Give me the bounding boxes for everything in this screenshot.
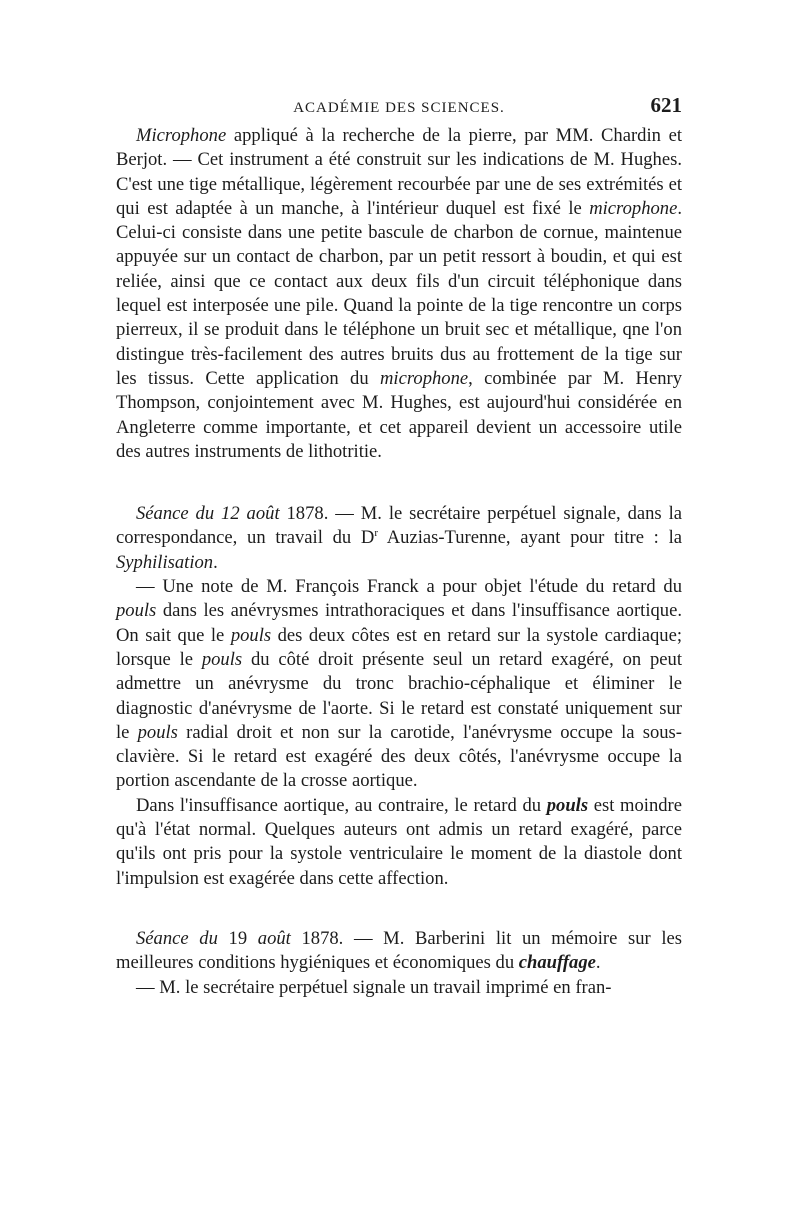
book-page xyxy=(116,93,683,1000)
text-run: Syphilisation xyxy=(116,551,214,573)
text-run: 1878. — M. Barberini lit un mémoire sur les meilleures conditions hygiéniques et économiques du xyxy=(116,927,682,974)
text-run: chauffage xyxy=(518,952,596,974)
text-run: dans les anévrysmes intrathoraciques et dans l'insuffisance aortique. On sait que le xyxy=(116,600,682,646)
text-run: . xyxy=(595,952,601,974)
text-run: des deux côtes est en retard sur la systole cardiaque; lorsque le xyxy=(116,624,682,670)
text-run: Auzias-Turenne, ayant pour titre : la xyxy=(378,527,682,549)
text-run: pouls xyxy=(201,648,243,670)
superscript: r xyxy=(374,527,379,540)
paragraph-seance-12-aout xyxy=(116,502,682,575)
paragraph-note-franck xyxy=(116,575,682,794)
text-run: , combinée par M. Henry Thompson, conjointement avec M. Hughes, est aujourd'hui considérée en Angleterre comme importante, et cet appareil devient un accessoire utile des autres instruments de lithotritie. xyxy=(116,367,682,462)
page-number: 621 xyxy=(650,93,682,117)
paragraph-secretaire xyxy=(116,976,682,1000)
text-run: Microphone xyxy=(136,125,227,146)
text-run: pouls xyxy=(116,600,157,622)
text-run: — Une note de M. François Franck a pour objet l'étude du retard du xyxy=(136,576,682,598)
text-run: . xyxy=(213,551,218,573)
text-run: . Celui-ci consiste dans une petite bascule de charbon de cornue, maintenue appuyée sur un contact de charbon, par un petit ressort à boudin, et qui est reliée, ainsi que ce contact aux deux fils d'un circuit téléphonique dans lequel est interposée une pile. Quand la pointe de la tige rencontre un corps pierreux, il se produit dans le téléphone un bruit sec et métallique, qne l'on distingue très-facilement des autres bruits dus au frottement de la tige sur les tissus. Cette application du xyxy=(116,197,682,389)
text-run: est moindre qu'à l'état normal. Quelques auteurs ont admis un retard exagéré, parce qu'ils ont pris pour la systole ventriculaire le moment de la diastole dont l'impulsion est exagérée dans cette affection. xyxy=(116,794,683,889)
paragraph-microphone xyxy=(116,124,682,464)
text-run: pouls xyxy=(230,624,272,646)
text-run: du côté droit présente seul un retard exagéré, on peut admettre un anévrysme du tronc brachio-céphalique et éliminer le diagnostic d'anévrysme de l'aorte. Si le retard est constaté uniquement sur le xyxy=(116,648,683,743)
running-header xyxy=(116,93,682,122)
paragraph-seance-19-aout xyxy=(116,927,682,976)
text-run: microphone xyxy=(589,197,678,219)
text-run: Dans l'insuffisance aortique, au contraire, le retard du xyxy=(136,794,547,816)
text-run: Séance du xyxy=(136,927,218,949)
text-run: microphone xyxy=(380,367,469,389)
text-run: août xyxy=(257,927,291,949)
text-run: appliqué à la recherche de la pierre, par MM. Chardin et Berjot. — Cet instrument a été construit sur les indications de M. Hughes. C'est une tige métallique, légèrement recourbée par une de ses extrémités et qui est adaptée à un manche, à l'intérieur duquel est fixé le xyxy=(116,125,682,219)
text-run: pouls xyxy=(546,794,589,816)
text-run: — M. le secrétaire perpétuel signale un travail imprimé en fran- xyxy=(136,976,612,998)
text-run: pouls xyxy=(137,721,178,743)
paragraph-insuffisance xyxy=(116,794,682,891)
text-run: radial droit et non sur la carotide, l'anévrysme occupe la sous-clavière. Si le retard est exagéré des deux côtés, l'anévrysme occupe la portion ascendante de la crosse aortique. xyxy=(116,721,682,792)
running-title: ACADÉMIE DES SCIENCES. xyxy=(293,100,505,116)
text-run: 1878. — M. le secrétaire perpétuel signale, dans la correspondance, un travail du D xyxy=(116,503,682,549)
text-run: Séance du 12 août xyxy=(136,503,280,525)
text-run: 19 xyxy=(217,927,258,949)
